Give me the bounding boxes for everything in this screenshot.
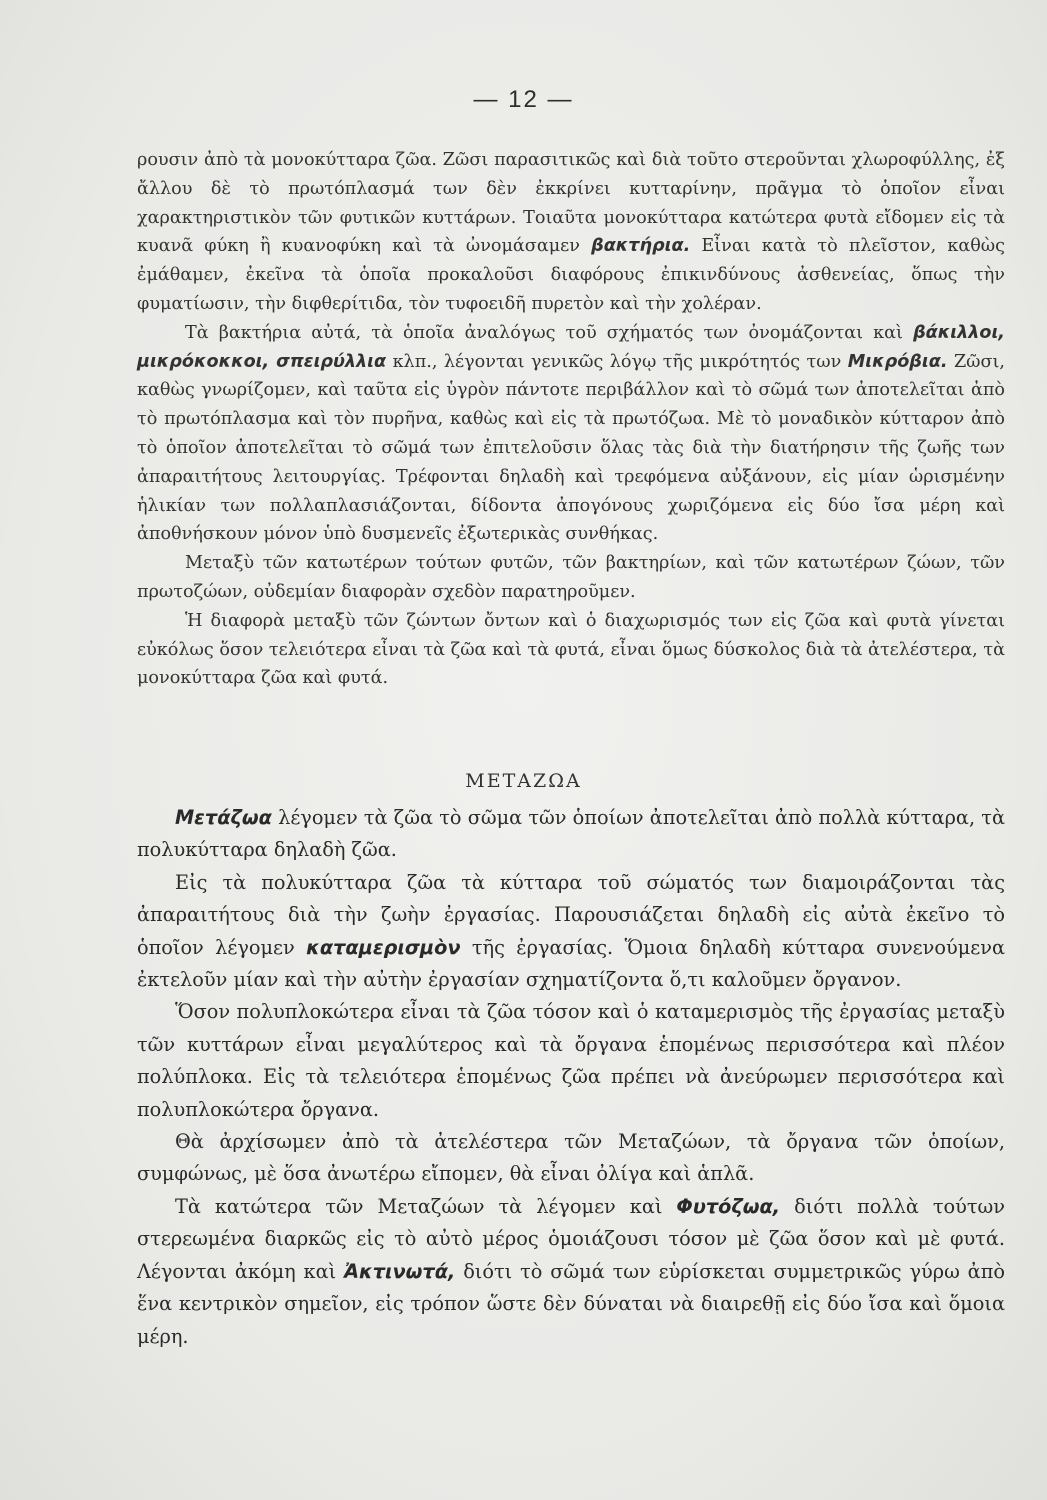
page-number: — 12 — [473,86,574,113]
paragraph-difference: Ἡ διαφορὰ μεταξὺ τῶν ζώντων ὄντων καὶ ὁ διαχωρισμός των εἰς ζῶα καὶ φυτὰ γίνεται εὐκόλως ὅσον τελειότερα εἶναι τὰ ζῶα καὶ τὰ φυτά, εἶναι ὅμως δύσκολος διὰ τὰ ἀτελέστερα, τὰ μονοκύτταρα ζῶα καὶ φυτά. [137,610,1005,689]
paragraph-microbes: Τὰ βακτήρια αὐτά, τὰ ὁποῖα ἀναλόγως τοῦ σχήματός των ὀνομάζονται καὶ βάκιλλοι, μικρόκοκκοι, σπειρύλλια κλπ., λέγονται γενικῶς λόγῳ τῆς μικρότητός των Μικρόβια. Ζῶσι, καθὼς γνωρίζομεν, καὶ ταῦτα εἰς ὑγρὸν πάντοτε περιβάλλον καὶ τὸ σῶμά των ἀποτελεῖται ἀπὸ τὸ πρωτόπλασμα καὶ τὸν πυρῆνα, καθὼς καὶ εἰς τὰ πρωτόζωα. Μὲ τὸ μοναδικὸν κύτταρον ἀπὸ τὸ ὁποῖον ἀποτελεῖται τὸ σῶμά των ἐπιτελοῦσιν ὅλας τὰς διὰ τὴν διατήρησιν τῆς ζωῆς των ἀπαραιτήτους λειτουργίας. Τρέφονται δηλαδὴ καὶ τρεφόμενα αὐξάνουν, εἰς μίαν ὡρισμένην ἡλικίαν των πολλαπλασιάζονται, δίδοντα ἀπογόνους χωριζόμενα εἰς δύο ἴσα μέρη καὶ ἀποθνήσκουν μόνον ὑπὸ δυσμενεῖς ἐξωτερικὰς συνθήκας. [137,322,1006,545]
term-bacteria: βακτήρια. [591,236,691,257]
term-phytozoa: Φυτόζωα, [676,1194,781,1218]
paragraph-bacteria-intro: ρουσιν ἀπὸ τὰ μονοκύτταρα ζῶα. Ζῶσι παρασιτικῶς καὶ διὰ τοῦτο στεροῦνται χλωροφύλλης, ἐξ ἄλλου δὲ τὸ πρωτόπλασμά των δὲν ἐκκρίνει κυτταρίνην, πρᾶγμα τὸ ὁποῖον εἶναι χαρακτηριστικὸν τῶν φυτικῶν κυττάρων. Τοιαῦτα μονοκύτταρα κατώτερα φυτὰ εἴδομεν εἰς τὰ κυανᾶ φύκη ἢ κυανοφύκη καὶ τὰ ὠνομάσαμεν βακτήρια. Εἶναι κατὰ τὸ πλεῖστον, καθὼς ἐμάθαμεν, ἐκεῖνα τὰ ὁποῖα προκαλοῦσι διαφόρους ἐπικινδύνους ἀσθενείας, ὅπως τὴν φυματίωσιν, τὴν διφθερίτιδα, τὸν τυφοειδῆ πυρετὸν καὶ τὴν χολέραν. [137,150,1005,314]
paragraph-metazoa-definition: Μετάζωα λέγομεν τὰ ζῶα τὸ σῶμα τῶν ὁποίων ἀποτελεῖται ἀπὸ πολλὰ κύτταρα, τὰ πολυκύτταρα δηλαδὴ ζῶα. [137,806,1005,862]
term-division: καταμερισμὸν [306,935,461,959]
paragraph-lower-forms: Μεταξὺ τῶν κατωτέρων τούτων φυτῶν, τῶν βακτηρίων, καὶ τῶν κατωτέρων ζώων, τῶν πρωτοζώων, οὐδεμίαν διαφορὰν σχεδὸν παρατηροῦμεν. [137,553,1005,602]
term-bacilli: βάκιλλοι, μικρόκοκκοι, σπειρύλλια [137,322,1005,372]
paragraph-division-of-labor: Εἰς τὰ πολυκύτταρα ζῶα τὰ κύτταρα τοῦ σώματός των διαμοιράζονται τὰς ἀπαραιτήτους διὰ τὴν ζωὴν ἐργασίας. Παρουσιάζεται δηλαδὴ εἰς αὐτὰ ἐκεῖνο τὸ ὁποῖον λέγομεν καταμερισμὸν τῆς ἐργασίας. Ὅμοια δηλαδὴ κύτταρα συνενούμενα ἐκτελοῦν μίαν καὶ τὴν αὐτὴν ἐργασίαν σχηματίζοντα ὅ,τι καλοῦμεν ὄργανον. [137,870,1005,992]
paragraph-complexity: Ὅσον πολυπλοκώτερα εἶναι τὰ ζῶα τόσον καὶ ὁ καταμερισμὸς τῆς ἐργασίας μεταξὺ τῶν κυττάρων εἶναι μεγαλύτερος καὶ τὰ ὄργανα ἑπομένως περισσότερα καὶ πλέον πολύπλοκα. Εἰς τὰ τελειότερα ἑπομένως ζῶα πρέπει νὰ ἀνεύρωμεν περισσότερα καὶ πολυπλοκώτερα ὄργανα. [137,1000,1005,1121]
term-metazoa: Μετάζωα [175,806,272,829]
term-radiata: Ἀκτινωτά, [344,1259,456,1283]
intro-text-block [137,146,1005,693]
metazoa-text-block [137,802,1005,1353]
paragraph-phytozoa: Τὰ κατώτερα τῶν Μεταζώων τὰ λέγομεν καὶ Φυτόζωα, διότι πολλὰ τούτων στερεωμένα διαρκῶς εἰς τὸ αὐτὸ μέρος ὁμοιάζουσι τόσον μὲ ζῶα ὅσον καὶ μὲ φυτά. Λέγονται ἀκόμη καὶ Ἀκτινωτά, διότι τὸ σῶμά των εὑρίσκεται συμμετρικῶς γύρω ἀπὸ ἕνα κεντρικὸν σημεῖον, εἰς τρόπον ὥστε δὲν δύναται νὰ διαιρεθῇ εἰς δύο ἴσα καὶ ὅμοια μέρη. [137,1194,1005,1348]
section-heading-metazoa: ΜΕΤΑΖΩΑ [465,770,582,792]
term-microbes: Μικρόβια. [847,351,948,372]
paragraph-start-simple: Θὰ ἀρχίσωμεν ἀπὸ τὰ ἀτελέστερα τῶν Μεταζώων, τὰ ὄργανα τῶν ὁποίων, συμφώνως, μὲ ὅσα ἀνωτέρω εἴπομεν, θὰ εἶναι ὀλίγα καὶ ἁπλᾶ. [137,1130,1005,1186]
